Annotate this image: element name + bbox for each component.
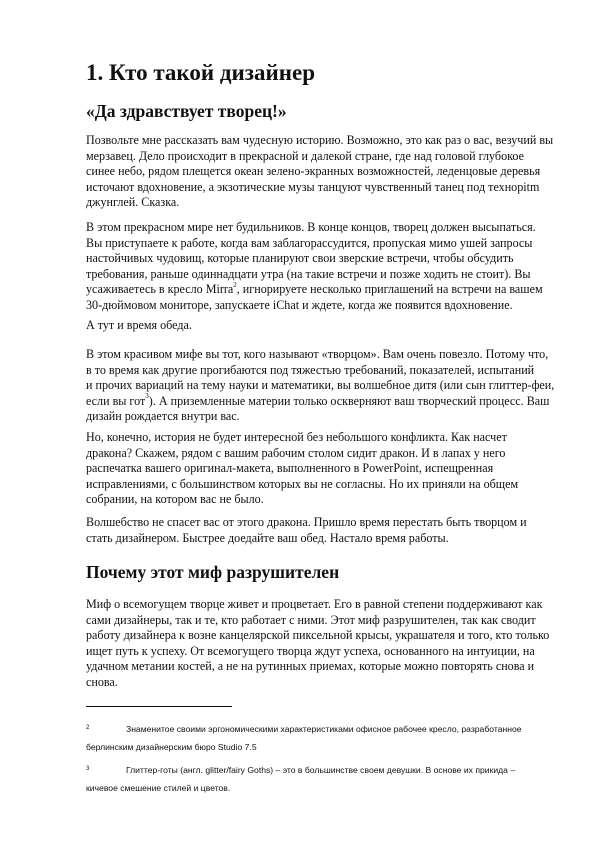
paragraph-line: В этом прекрасном мире нет будильников. В конце концов, творец должен высыпаться.: [86, 220, 536, 234]
footnote-line: берлинским дизайнерским бюро Studio 7.5: [86, 741, 257, 752]
paragraph-5: [86, 430, 562, 508]
footnote-separator: [86, 706, 232, 707]
paragraph-line: Позвольте мне рассказать вам чудесную историю. Возможно, это как раз о вас, везучий вы: [86, 133, 554, 147]
paragraph-line: дракона? Скажем, рядом с вашим рабочим столом сидит дракон. И в лапах у него: [86, 445, 506, 460]
line-text: усаживаетесь в кресло Mirra: [86, 282, 234, 296]
paragraph-line: Но, конечно, история не будет интересной без небольшого конфликта. Как насчет: [86, 430, 507, 444]
paragraph-line: Миф о всемогущем творце живет и процветает. Его в равной степени поддерживают как: [86, 597, 543, 611]
section-paragraph: [86, 597, 562, 690]
paragraph-4: [86, 347, 562, 425]
chapter-title: 1. Кто такой дизайнер: [86, 60, 316, 85]
footnote-line: кичевое смешение стилей и цветов.: [86, 782, 231, 793]
paragraph-line: Волшебство не спасет вас от этого дракона. Пришло время перестать быть творцом и: [86, 515, 527, 529]
paragraph-line: распечатка вашего оригинал-макета, выполненного в PowerPoint, испещренная: [86, 461, 494, 475]
paragraph-line: 30-дюймовом мониторе, запускаете iChat и ждете, когда же появится вдохновение.: [86, 297, 513, 312]
section-heading: Почему этот миф разрушителен: [86, 562, 340, 582]
paragraph-3: [86, 318, 562, 334]
paragraph-2: [86, 220, 562, 313]
footnote-text: Знаменитое своими эргономическими характеристиками офисное рабочее кресло, разработанное: [126, 724, 522, 734]
paragraph-1: [86, 133, 562, 211]
paragraph-line: работу дизайнера к возне канцелярской пиксельной крысы, украшателя и того, кто только: [86, 628, 550, 642]
paragraph-line: удачном метании костей, а не на рутинных приемах, которые можно повторять снова и: [86, 659, 535, 673]
footnote-number: 3: [86, 766, 90, 772]
footnote-ref-3[interactable]: 3: [145, 392, 149, 401]
footnote-2: [86, 722, 566, 755]
line-text: , игнорируете несколько приглашений на встречи на вашем: [236, 282, 543, 296]
paragraph-line: стать дизайнером. Быстрее доедайте ваш обед. Настало время работы.: [86, 530, 449, 545]
footnote-3: [86, 763, 566, 796]
paragraph-6: [86, 515, 562, 546]
paragraph-line: А тут и время обеда.: [86, 318, 192, 332]
paragraph-line-with-footnote: [86, 282, 562, 298]
paragraph-line-with-footnote: [86, 394, 562, 410]
paragraph-line: исправлениями, с большинством которых вы не согласны. Но их приняли на общем: [86, 476, 519, 491]
paragraph-line: сами дизайнеры, так и те, кто работает с ними. Этот миф разрушителен, так как сводит: [86, 612, 536, 627]
paragraph-line: мерзавец. Дело происходит в прекрасной и далекой стране, где над головой глубокое: [86, 148, 524, 163]
paragraph-line: в то время как другие прогибаются под тяжестью требований, показателей, испытаний: [86, 362, 535, 377]
footnote-text: Глиттер-готы (англ. glitter/fairy Goths) – это в большинстве своем девушки. В основе их прикида –: [126, 765, 516, 775]
chapter-subtitle: «Да здравствует творец!»: [86, 101, 287, 121]
paragraph-line: настойчивых чудовищ, которые планируют свои зверские встречи, чтобы обсудить: [86, 251, 514, 265]
paragraph-line: снова.: [86, 674, 118, 689]
paragraph-line: ищет путь к успеху. От всемогущего творца ждут успеха, основанного на интуиции, на: [86, 643, 535, 658]
paragraph-line: и прочих вариаций на тему науки и математики, вы волшебное дитя (или сын глиттер-феи,: [86, 378, 555, 392]
paragraph-line: дизайн рождается внутри вас.: [86, 409, 240, 423]
footnote-ref-2[interactable]: 2: [233, 280, 237, 289]
paragraph-line: требования, раньше одиннадцати утра (на такие встречи и позже ходить не стоит). Вы: [86, 266, 531, 281]
paragraph-line: джунглей. Сказка.: [86, 195, 180, 209]
paragraph-line: синее небо, рядом плещется океан зелено-экранных возможностей, леденцовые деревья: [86, 164, 541, 178]
paragraph-line: источают вдохновение, а экзотические музы танцуют чувственный танец под технорitm: [86, 179, 540, 194]
footnote-line: [86, 722, 566, 740]
footnote-number: 2: [86, 725, 90, 731]
line-text: ). А приземленные материи только оскверняют ваш творческий процесс. Ваш: [148, 393, 550, 408]
paragraph-line: В этом красивом мифе вы тот, кого называют «творцом». Вам очень повезло. Потому что,: [86, 347, 549, 361]
footnote-line: [86, 763, 566, 781]
line-text: если вы гот: [86, 393, 146, 408]
paragraph-line: Вы приступаете к работе, когда вам заблагорассудится, пропуская мимо ушей запросы: [86, 235, 533, 250]
paragraph-line: собрании, на котором вас не было.: [86, 492, 264, 506]
